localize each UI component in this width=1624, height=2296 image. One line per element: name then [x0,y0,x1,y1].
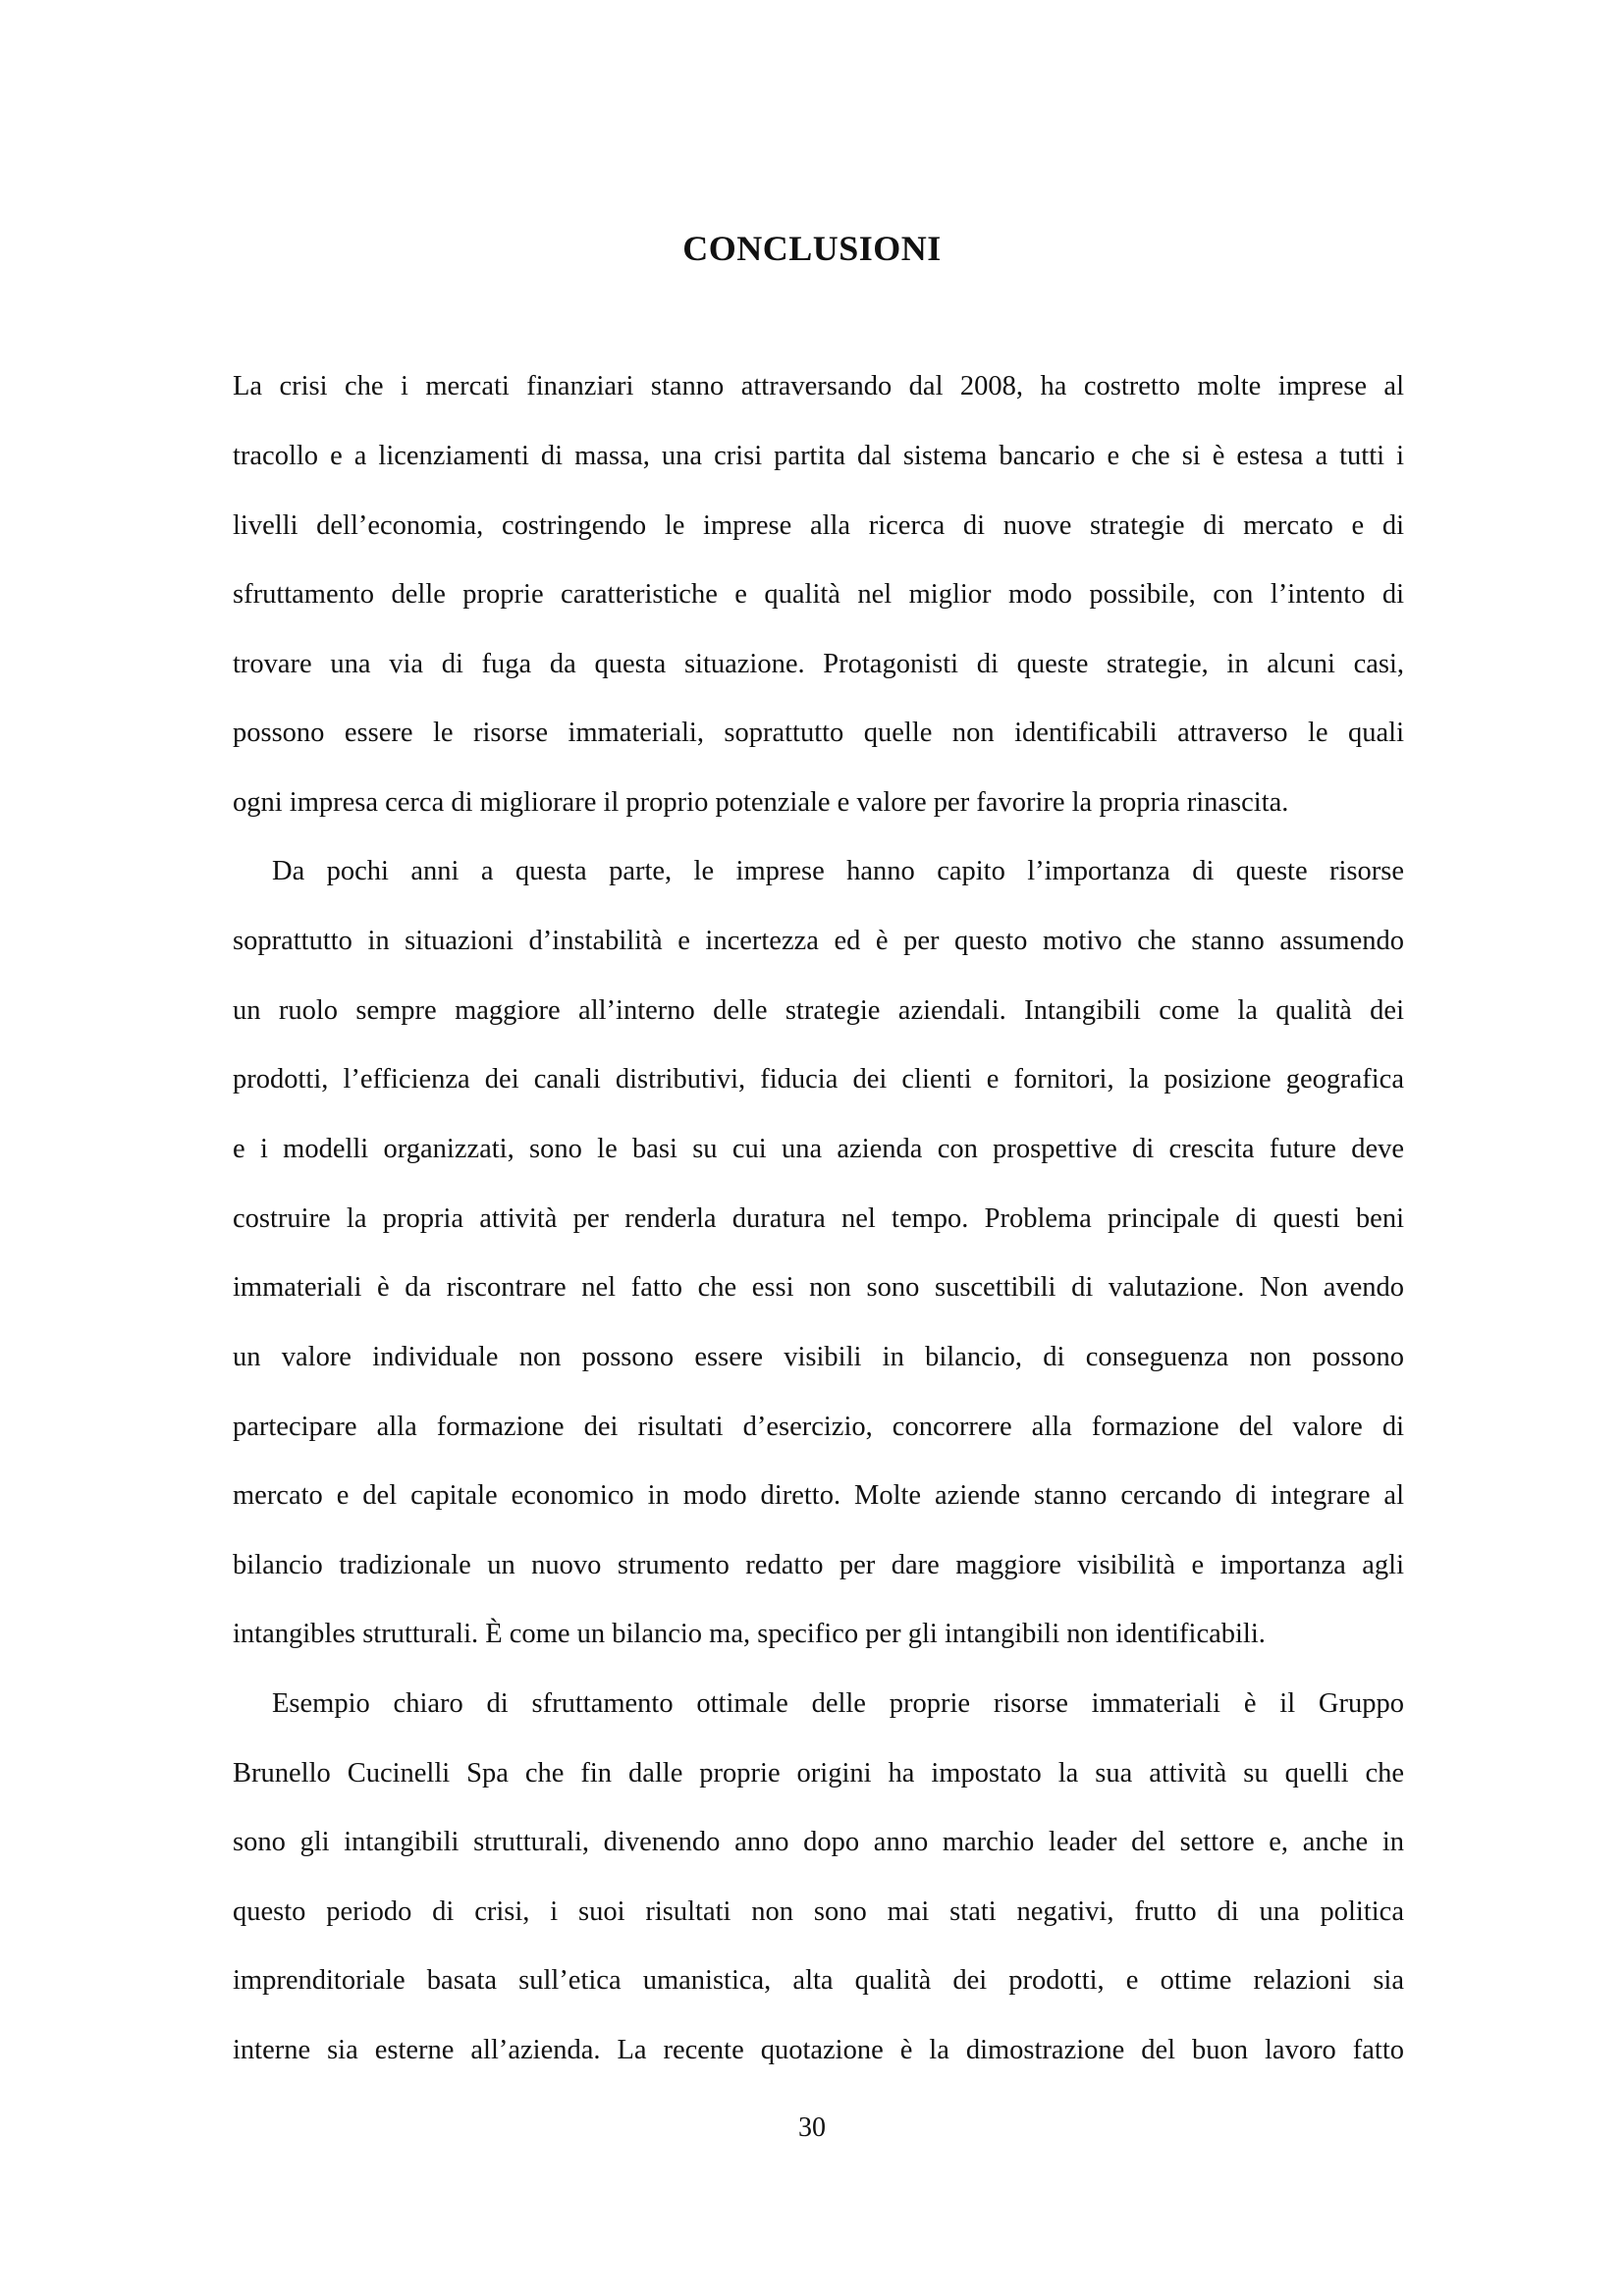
text-line: La crisi che i mercati finanziari stanno attraversando dal 2008, ha costretto molte imprese al [233,371,1404,401]
text-line: soprattutto in situazioni d’instabilità e incertezza ed è per questo motivo che stanno assumendo [233,926,1404,956]
text-line: livelli dell’economia, costringendo le imprese alla ricerca di nuove strategie di mercato e di [233,510,1404,541]
text-line: tracollo e a licenziamenti di massa, una crisi partita dal sistema bancario e che si è estesa a tutti i [233,441,1404,471]
text-line: partecipare alla formazione dei risultati d’esercizio, concorrere alla formazione del valore di [233,1412,1404,1442]
text-line: Da pochi anni a questa parte, le imprese hanno capito l’importanza di queste risorse [272,856,1404,886]
text-line: immateriali è da riscontrare nel fatto che essi non sono suscettibili di valutazione. Non avendo [233,1272,1404,1303]
text-line: intangibles strutturali. È come un bilancio ma, specifico per gli intangibili non identificabili. [233,1619,1266,1649]
text-line: e i modelli organizzati, sono le basi su cui una azienda con prospettive di crescita future deve [233,1134,1404,1164]
text-line: un ruolo sempre maggiore all’interno delle strategie aziendali. Intangibili come la qualità dei [233,995,1404,1026]
text-line: bilancio tradizionale un nuovo strumento redatto per dare maggiore visibilità e importanza agli [233,1550,1404,1580]
text-line: un valore individuale non possono essere visibili in bilancio, di conseguenza non possono [233,1342,1404,1372]
text-line: costruire la propria attività per renderla duratura nel tempo. Problema principale di questi beni [233,1203,1404,1234]
text-line: Brunello Cucinelli Spa che fin dalle proprie origini ha impostato la sua attività su quelli che [233,1758,1404,1789]
text-line: trovare una via di fuga da questa situazione. Protagonisti di queste strategie, in alcuni casi, [233,649,1404,679]
page-title: CONCLUSIONI [682,229,942,268]
text-line: mercato e del capitale economico in modo diretto. Molte aziende stanno cercando di integrare al [233,1480,1404,1511]
text-line: Esempio chiaro di sfruttamento ottimale delle proprie risorse immateriali è il Gruppo [272,1688,1404,1719]
text-line: sono gli intangibili strutturali, divenendo anno dopo anno marchio leader del settore e, anche in [233,1827,1404,1857]
text-line: possono essere le risorse immateriali, soprattutto quelle non identificabili attraverso le quali [233,718,1404,748]
text-line: imprenditoriale basata sull’etica umanistica, alta qualità dei prodotti, e ottime relazioni sia [233,1965,1404,1996]
text-line: prodotti, l’efficienza dei canali distributivi, fiducia dei clienti e fornitori, la posizione geografica [233,1064,1404,1095]
text-line: interne sia esterne all’azienda. La recente quotazione è la dimostrazione del buon lavoro fatto [233,2035,1404,2065]
text-line: sfruttamento delle proprie caratteristiche e qualità nel miglior modo possibile, con l’intento di [233,579,1404,610]
text-line: questo periodo di crisi, i suoi risultati non sono mai stati negativi, frutto di una politica [233,1896,1404,1927]
text-line: ogni impresa cerca di migliorare il proprio potenziale e valore per favorire la propria rinascita. [233,787,1289,818]
page-number: 30 [798,2112,826,2143]
